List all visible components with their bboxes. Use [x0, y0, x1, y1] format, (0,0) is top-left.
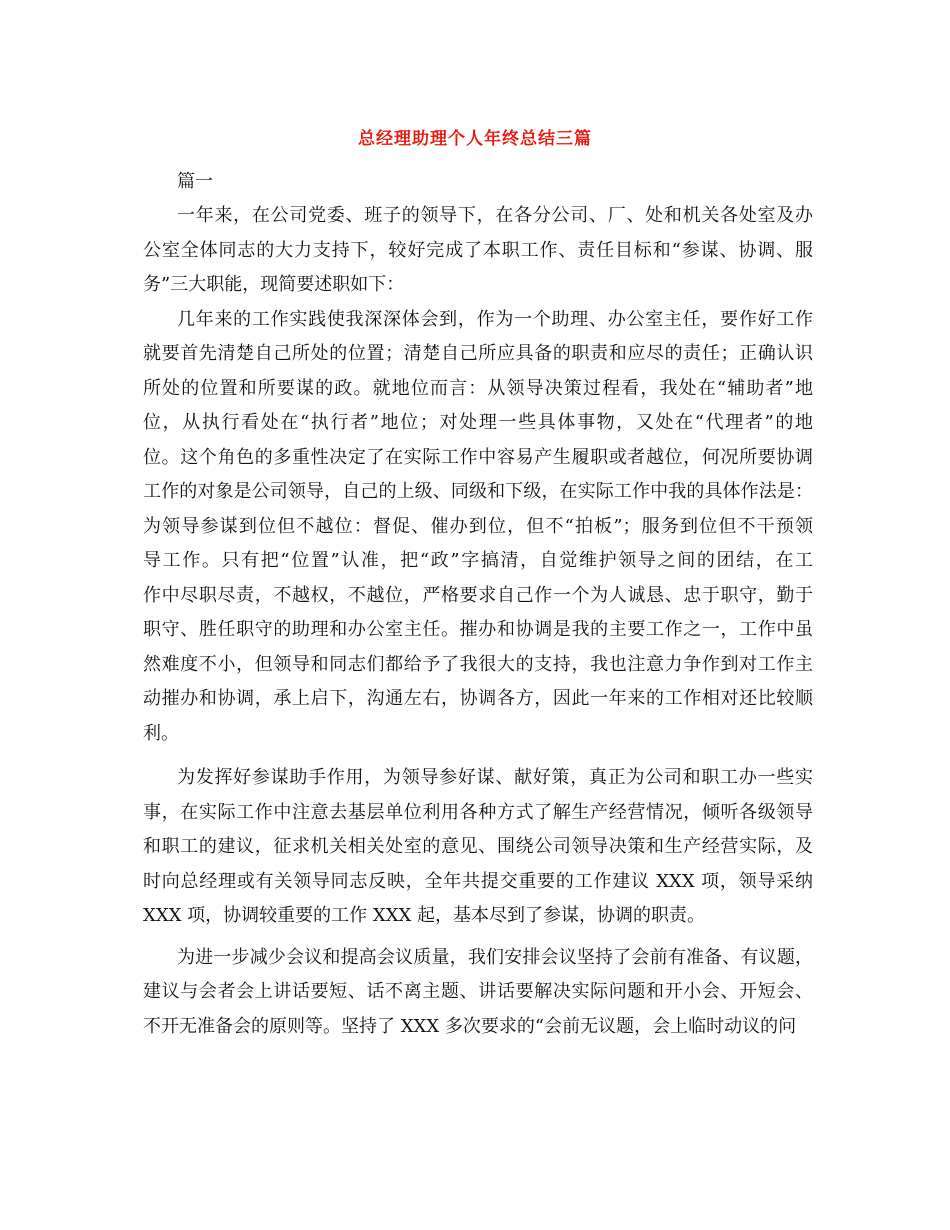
- paragraph-line: 为领导参谋到位但不越位：督促、催办到位，但不“拍板”；服务到位但不干预领: [143, 515, 813, 537]
- paragraph-line: 一年来，在公司党委、班子的领导下，在各分公司、厂、处和机关各处室及办: [177, 205, 813, 226]
- paragraph-line: 不开无准备会的原则等。坚持了 XXX 多次要求的“会前无议题，会上临时动议的问: [143, 1015, 797, 1037]
- document-body: [143, 165, 813, 1044]
- paragraph-line: 就要首先清楚自己所处的位置；清楚自己所应具备的职责和应尽的责任；正确认识: [143, 343, 813, 364]
- paragraph-line: 和职工的建议，征求机关相关处室的意见、围绕公司领导决策和生产经营实际，及: [143, 836, 813, 857]
- paragraph-line: 公室全体同志的大力支持下，较好完成了本职工作、责任目标和“参谋、协调、服: [143, 239, 813, 261]
- paragraph-line: 所处的位置和所要谋的政。就地位而言：从领导决策过程看，我处在“辅助者”地: [143, 377, 813, 399]
- paragraph: [143, 941, 813, 1045]
- paragraph-line: 然难度不小，但领导和同志们都给予了我很大的支持，我也注意力争作到对工作主: [143, 653, 813, 675]
- paragraph-line: 导工作。只有把“位置”认准，把“政”字搞清，自觉维护领导之间的团结，在工: [143, 550, 813, 571]
- paragraph-line: 时向总经理或有关领导同志反映，全年共提交重要的工作建议 XXX 项，领导采纳: [143, 870, 813, 892]
- paragraph-line: 为进一步减少会议和提高会议质量，我们安排会议坚持了会前有准备、有议题，: [177, 946, 813, 968]
- paragraph-line: XXX 项，协调较重要的工作 XXX 起，基本尽到了参谋，协调的职责。: [143, 905, 706, 926]
- paragraph-line: 位。这个角色的多重性决定了在实际工作中容易产生履职或者越位，何况所要协调: [143, 446, 813, 468]
- paragraph: [143, 199, 813, 303]
- paragraph-line: 几年来的工作实践使我深深体会到，作为一个助理、办公室主任，要作好工作: [177, 308, 813, 330]
- paragraph-line: 工作的对象是公司领导，自己的上级、同级和下级，在实际工作中我的具体作法是：: [143, 481, 813, 502]
- section-label: 篇一: [177, 171, 213, 192]
- paragraph-line: 事，在实际工作中注意去基层单位利用各种方式了解生产经营情况，倾听各级领导: [143, 801, 813, 823]
- paragraph: [143, 761, 813, 934]
- paragraph-line: 为发挥好参谋助手作用，为领导参好谋、献好策，真正为公司和职工办一些实: [177, 767, 813, 788]
- paragraph-container: [143, 199, 813, 1044]
- paragraph-line: 务”三大职能，现简要述职如下：: [143, 274, 405, 295]
- paragraph-line: 利。: [143, 722, 179, 744]
- paragraph: [143, 303, 813, 752]
- paragraph-line: 位，从执行看处在“执行者”地位；对处理一些具体事物，又处在“代理者”的地: [143, 412, 813, 433]
- paragraph-line: 建议与会者会上讲话要短、话不离主题、讲话要解决实际问题和开小会、开短会、: [143, 981, 813, 1002]
- paragraph-line: 职守、胜任职守的助理和办公室主任。摧办和协调是我的主要工作之一，工作中虽: [143, 619, 813, 640]
- paragraph-line: 作中尽职尽责，不越权，不越位，严格要求自己作一个为人诚恳、忠于职守，勤于: [143, 584, 813, 606]
- paragraph-line: 动摧办和协调，承上启下，沟通左右，协调各方，因此一年来的工作相对还比较顺: [143, 688, 813, 709]
- document-title: 总经理助理个人年终总结三篇: [358, 129, 592, 149]
